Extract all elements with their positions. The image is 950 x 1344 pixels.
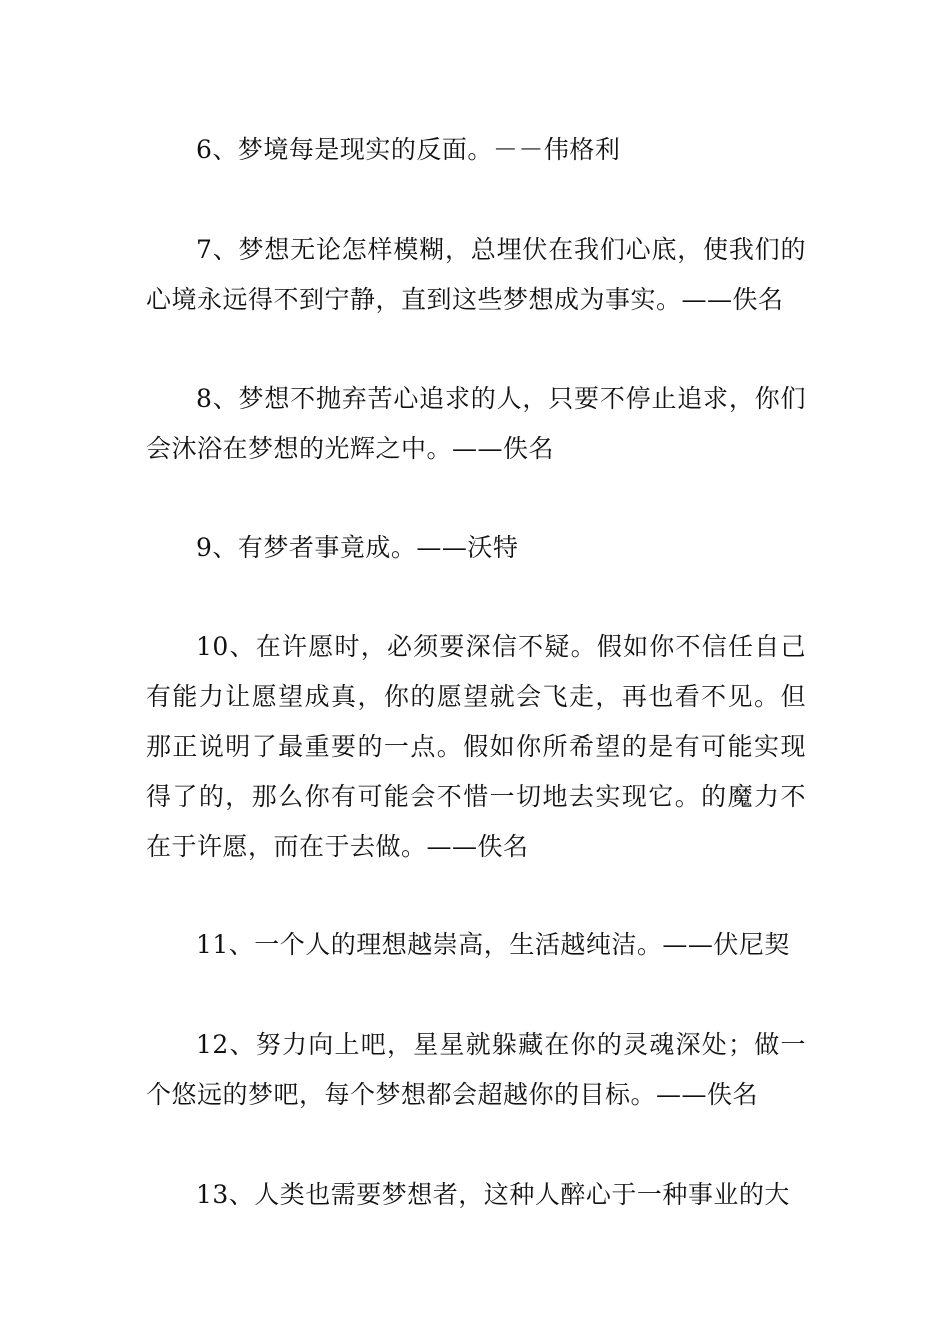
quote-paragraph-13: 13、人类也需要梦想者，这种人醉心于一种事业的大 — [196, 1180, 790, 1209]
quote-paragraph-9: 9、有梦者事竟成。——沃特 — [196, 533, 519, 562]
quote-paragraph-11: 11、一个人的理想越崇高，生活越纯洁。——伏尼契 — [196, 930, 790, 959]
quote-paragraph-12: 12、努力向上吧，星星就躲藏在你的灵魂深处；做一个悠远的梦吧，每个梦想都会超越你的目标。——佚名 — [146, 1030, 806, 1109]
quote-paragraph-8: 8、梦想不抛弃苦心追求的人，只要不停止追求，你们会沐浴在梦想的光辉之中。——佚名 — [146, 384, 806, 463]
quote-paragraph-7: 7、梦想无论怎样模糊，总埋伏在我们心底，使我们的心境永远得不到宁静，直到这些梦想成为事实。——佚名 — [146, 235, 806, 314]
quote-paragraph-6: 6、梦境每是现实的反面。－－伟格利 — [196, 135, 621, 164]
quote-paragraph-10: 10、在许愿时，必须要深信不疑。假如你不信任自己有能力让愿望成真，你的愿望就会飞走，再也看不见。但那正说明了最重要的一点。假如你所希望的是有可能实现得了的，那么你有可能会不惜一切地去实现它。的魔力不在于许愿，而在于去做。——佚名 — [146, 632, 806, 861]
